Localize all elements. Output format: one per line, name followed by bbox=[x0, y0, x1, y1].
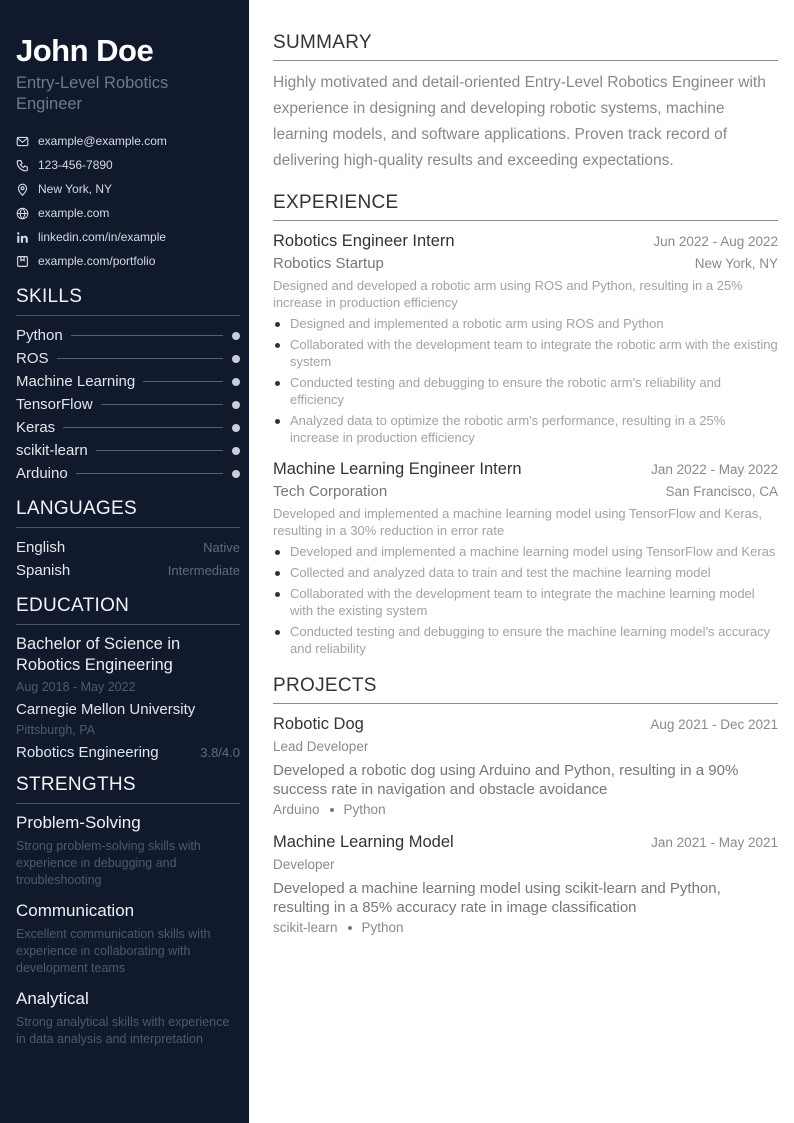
strength-item bbox=[16, 811, 240, 889]
skills-list bbox=[16, 324, 240, 485]
skill-item bbox=[16, 393, 240, 416]
languages-list bbox=[16, 536, 240, 582]
experience-header bbox=[273, 230, 778, 252]
skill-line bbox=[143, 381, 223, 382]
contact-phone-text: 123-456-7890 bbox=[38, 158, 113, 172]
contact-linkedin-text: linkedin.com/in/example bbox=[38, 230, 167, 244]
skill-line bbox=[96, 450, 223, 451]
strength-description: Excellent communication skills with experience in collaborating with development teams bbox=[16, 927, 211, 975]
job-bullet: Analyzed data to optimize the robotic arm's performance, resulting in a 25% increase in production efficiency bbox=[273, 412, 778, 446]
skill-dot bbox=[232, 447, 240, 455]
skill-dot bbox=[232, 470, 240, 478]
envelope-icon bbox=[16, 135, 29, 148]
contact-portfolio[interactable] bbox=[16, 249, 240, 273]
skill-line bbox=[101, 404, 223, 405]
job-summary: Developed and implemented a machine learning model using TensorFlow and Keras, resulting in a 30% reduction in error rate bbox=[273, 506, 762, 538]
experience-entry bbox=[273, 230, 778, 446]
contact-location-text: New York, NY bbox=[38, 182, 113, 196]
job-location: New York, NY bbox=[694, 256, 778, 271]
strength-name: Analytical bbox=[16, 989, 89, 1008]
project-header bbox=[273, 831, 778, 853]
skill-item bbox=[16, 324, 240, 347]
contact-phone[interactable] bbox=[16, 153, 240, 177]
job-dates: Jun 2022 - Aug 2022 bbox=[653, 234, 778, 249]
job-company: Robotics Startup bbox=[273, 255, 384, 272]
job-bullets bbox=[273, 543, 778, 657]
skill-label: Python bbox=[16, 327, 63, 344]
skill-label: scikit-learn bbox=[16, 442, 88, 459]
experience-subheader bbox=[273, 254, 778, 274]
job-bullets bbox=[273, 315, 778, 446]
main-content bbox=[273, 32, 778, 949]
summary-heading: SUMMARY bbox=[273, 32, 778, 61]
skill-line bbox=[71, 335, 223, 336]
strengths-heading: STRENGTHS bbox=[16, 774, 240, 804]
project-role: Developer bbox=[273, 857, 335, 872]
project-entry bbox=[273, 713, 778, 817]
language-name: English bbox=[16, 539, 66, 556]
linkedin-icon bbox=[16, 231, 29, 244]
strength-description: Strong problem-solving skills with experience in debugging and troubleshooting bbox=[16, 839, 201, 887]
skill-label: Keras bbox=[16, 419, 56, 436]
skills-heading: SKILLS bbox=[16, 286, 240, 316]
skill-dot bbox=[232, 332, 240, 340]
strength-description: Strong analytical skills with experience in data analysis and interpretation bbox=[16, 1015, 230, 1046]
skill-label: Arduino bbox=[16, 465, 68, 482]
skill-line bbox=[76, 473, 223, 474]
education-entry bbox=[16, 634, 240, 761]
education-degree: Bachelor of Science in Robotics Engineering bbox=[16, 635, 181, 674]
skill-dot bbox=[232, 355, 240, 363]
language-item bbox=[16, 536, 240, 559]
job-bullet: Designed and implemented a robotic arm using ROS and Python bbox=[273, 315, 778, 332]
experience-entry bbox=[273, 458, 778, 657]
projects-heading: PROJECTS bbox=[273, 675, 778, 704]
language-level: Native bbox=[203, 540, 240, 555]
skill-label: TensorFlow bbox=[16, 396, 93, 413]
skill-item bbox=[16, 462, 240, 485]
project-tags bbox=[273, 802, 778, 817]
project-description: Developed a machine learning model using scikit-learn and Python, resulting in a 85% accuracy rate in image classification bbox=[273, 880, 721, 916]
strength-name: Communication bbox=[16, 901, 135, 920]
job-bullet: Conducted testing and debugging to ensure the robotic arm's reliability and efficiency bbox=[273, 374, 778, 408]
project-tag: scikit-learn bbox=[273, 920, 338, 935]
job-bullet: Collected and analyzed data to train and test the machine learning model bbox=[273, 564, 778, 581]
project-tag: Arduino bbox=[273, 802, 320, 817]
contact-website[interactable] bbox=[16, 201, 240, 225]
skill-item bbox=[16, 370, 240, 393]
languages-heading: LANGUAGES bbox=[16, 498, 240, 528]
education-heading: EDUCATION bbox=[16, 595, 240, 625]
skill-dot bbox=[232, 401, 240, 409]
skill-item bbox=[16, 347, 240, 370]
experience-header bbox=[273, 458, 778, 480]
map-pin-icon bbox=[16, 183, 29, 196]
skill-dot bbox=[232, 424, 240, 432]
project-tag: Python bbox=[343, 802, 386, 817]
project-header bbox=[273, 713, 778, 735]
job-summary: Designed and developed a robotic arm using ROS and Python, resulting in a 25% increase in production efficiency bbox=[273, 278, 743, 310]
portfolio-icon bbox=[16, 255, 29, 268]
project-role: Lead Developer bbox=[273, 739, 369, 754]
strengths-list bbox=[16, 811, 240, 1048]
language-name: Spanish bbox=[16, 562, 71, 579]
language-item bbox=[16, 559, 240, 582]
language-level: Intermediate bbox=[167, 563, 240, 578]
education-gpa: 3.8/4.0 bbox=[200, 745, 240, 760]
project-name: Robotic Dog bbox=[273, 715, 364, 733]
job-bullet: Collaborated with the development team to integrate the robotic arm with the existing system bbox=[273, 336, 778, 370]
education-area: Robotics Engineering bbox=[16, 744, 159, 761]
skill-line bbox=[57, 358, 223, 359]
contact-email-text: example@example.com bbox=[38, 134, 167, 148]
project-tag: Python bbox=[361, 920, 404, 935]
job-bullet: Conducted testing and debugging to ensure the machine learning model's accuracy and reliability bbox=[273, 623, 778, 657]
profile-title: Entry-Level Robotics Engineer bbox=[16, 74, 169, 113]
project-name: Machine Learning Model bbox=[273, 833, 454, 851]
profile-name: John Doe bbox=[16, 33, 154, 68]
education-area-row bbox=[16, 744, 240, 761]
job-bullet: Developed and implemented a machine learning model using TensorFlow and Keras bbox=[273, 543, 778, 560]
skill-label: Machine Learning bbox=[16, 373, 136, 390]
job-bullet: Collaborated with the development team to integrate the machine learning model with the existing system bbox=[273, 585, 778, 619]
experience-heading: EXPERIENCE bbox=[273, 192, 778, 221]
skill-item bbox=[16, 416, 240, 439]
job-location: San Francisco, CA bbox=[665, 484, 778, 499]
experience-subheader bbox=[273, 482, 778, 502]
skill-label: ROS bbox=[16, 350, 49, 367]
phone-icon bbox=[16, 159, 29, 172]
job-title: Robotics Engineer Intern bbox=[273, 232, 455, 250]
contact-linkedin[interactable] bbox=[16, 225, 240, 249]
skill-item bbox=[16, 439, 240, 462]
education-school: Carnegie Mellon University bbox=[16, 701, 196, 718]
contact-list bbox=[16, 129, 240, 273]
strength-name: Problem-Solving bbox=[16, 813, 141, 832]
strength-item bbox=[16, 899, 240, 977]
contact-website-text: example.com bbox=[38, 206, 110, 220]
contact-portfolio-text: example.com/portfolio bbox=[38, 254, 156, 268]
globe-icon bbox=[16, 207, 29, 220]
summary-text: Highly motivated and detail-oriented Entry-Level Robotics Engineer with experience in designing and developing robotic systems, machine learning models, and software applications. Proven track record of delivering high-quality results and exceeding expectations. bbox=[273, 74, 766, 169]
tag-separator bbox=[348, 926, 352, 930]
projects-section bbox=[273, 675, 778, 935]
contact-email[interactable] bbox=[16, 129, 240, 153]
job-company: Tech Corporation bbox=[273, 483, 388, 500]
project-dates: Jan 2021 - May 2021 bbox=[651, 835, 778, 850]
job-title: Machine Learning Engineer Intern bbox=[273, 460, 522, 478]
sidebar bbox=[0, 0, 249, 1123]
education-location: Pittsburgh, PA bbox=[16, 723, 95, 737]
education-dates: Aug 2018 - May 2022 bbox=[16, 680, 136, 694]
job-dates: Jan 2022 - May 2022 bbox=[651, 462, 778, 477]
project-tags bbox=[273, 920, 778, 935]
skill-dot bbox=[232, 378, 240, 386]
strength-item bbox=[16, 987, 240, 1048]
skill-line bbox=[63, 427, 223, 428]
project-entry bbox=[273, 831, 778, 935]
contact-location bbox=[16, 177, 240, 201]
project-dates: Aug 2021 - Dec 2021 bbox=[650, 717, 778, 732]
project-description: Developed a robotic dog using Arduino and Python, resulting in a 90% success rate in navigation and obstacle avoidance bbox=[273, 762, 739, 798]
tag-separator bbox=[330, 808, 334, 812]
